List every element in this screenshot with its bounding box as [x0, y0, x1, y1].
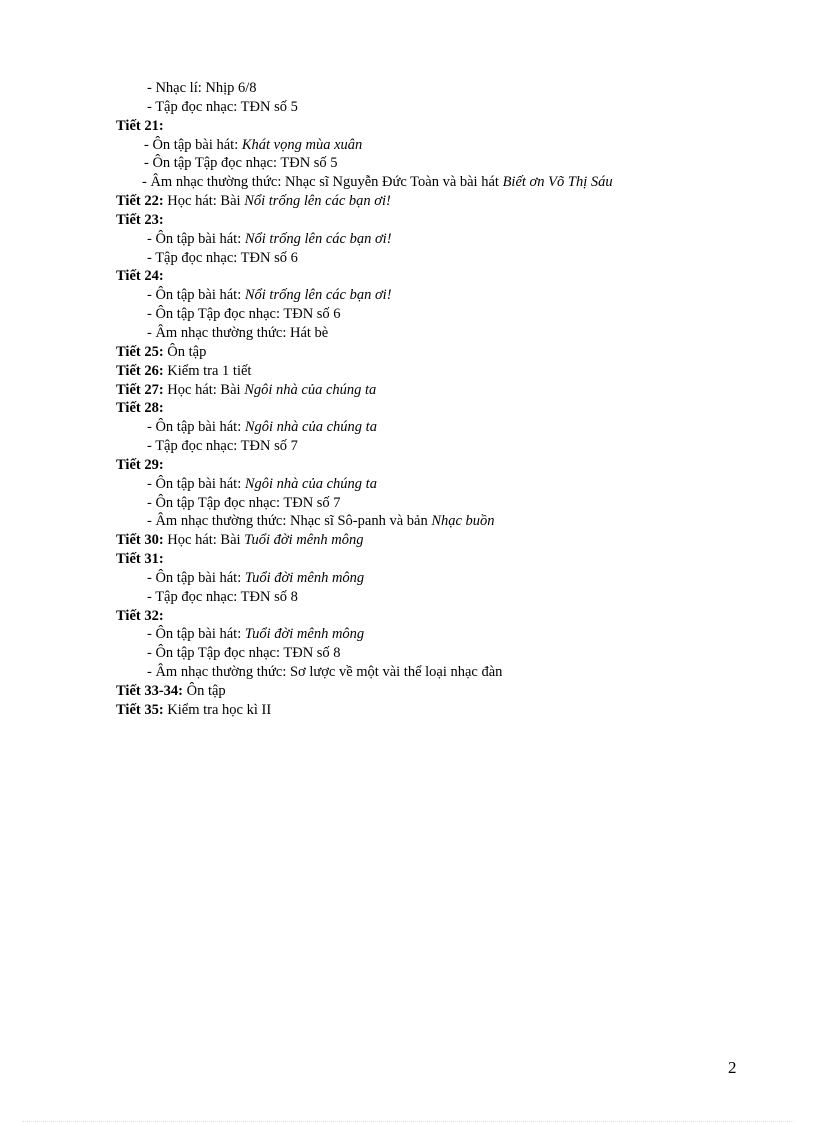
lesson-subitem: [116, 588, 776, 607]
lesson-heading: [116, 211, 776, 230]
lesson-label: Tiết 35:: [116, 701, 164, 718]
lesson-text: Kiểm tra 1 tiết: [163, 362, 252, 379]
subitem-text: - Ôn tập Tập đọc nhạc: TĐN số 6: [147, 306, 341, 323]
lesson-label: Tiết 33-34:: [116, 683, 183, 699]
lesson-subitem: [116, 173, 776, 192]
lesson-heading: [116, 343, 776, 362]
lesson-heading: [116, 607, 776, 626]
lesson-heading: [116, 267, 776, 286]
lesson-label: Tiết 24:: [116, 268, 164, 285]
lesson-subitem: [116, 324, 776, 343]
lesson-subitem: [116, 79, 776, 98]
lesson-label: Tiết 30:: [116, 532, 164, 549]
lesson-heading: [116, 117, 776, 136]
lesson-heading: [116, 362, 776, 381]
subitem-text: - Ôn tập bài hát:: [147, 230, 245, 247]
lesson-heading: [116, 381, 776, 400]
lesson-subitem: [116, 663, 776, 682]
lesson-subitem: [116, 230, 776, 249]
lesson-text: Học hát: Bài: [163, 381, 245, 398]
page-number: 2: [728, 1058, 737, 1077]
lesson-heading: [116, 550, 776, 569]
subitem-text: - Ôn tập bài hát:: [147, 419, 245, 436]
lesson-subitem: [116, 512, 776, 531]
lesson-subitem: [116, 286, 776, 305]
song-title: Nổi trống lên các bạn ơi!: [244, 287, 392, 304]
lesson-label: Tiết 25:: [116, 343, 164, 360]
subitem-text: - Âm nhạc thường thức: Hát bè: [147, 324, 329, 341]
song-title: Nổi trống lên các bạn ơi!: [244, 193, 391, 210]
subitem-text: - Tập đọc nhạc: TĐN số 8: [147, 588, 298, 605]
lesson-subitem: [116, 154, 776, 173]
lesson-subitem: [116, 475, 776, 494]
subitem-text: - Tập đọc nhạc: TĐN số 7: [147, 438, 298, 455]
subitem-text: - Ôn tập Tập đọc nhạc: TĐN số 5: [144, 155, 338, 172]
song-title: Ngôi nhà của chúng ta: [244, 475, 377, 492]
subitem-text: - Ôn tập bài hát:: [147, 287, 245, 304]
subitem-text: - Ôn tập bài hát:: [147, 569, 245, 586]
lesson-label: Tiết 26:: [116, 362, 164, 379]
lesson-label: Tiết 22:: [116, 193, 164, 210]
lesson-subitem: [116, 98, 776, 117]
lesson-subitem: [116, 437, 776, 456]
subitem-text: - Tập đọc nhạc: TĐN số 6: [147, 249, 298, 266]
lesson-heading: [116, 399, 776, 418]
lesson-label: Tiết 31:: [116, 551, 164, 568]
song-title: Tuổi đời mênh mông: [244, 626, 365, 643]
lesson-subitem: [116, 136, 776, 155]
lesson-label: Tiết 23:: [116, 211, 164, 228]
lesson-text: Ôn tập: [183, 683, 226, 699]
subitem-text: - Âm nhạc thường thức: Nhạc sĩ Sô-panh và bản: [147, 513, 432, 530]
song-title: Ngôi nhà của chúng ta: [244, 419, 377, 436]
song-title: Ngôi nhà của chúng ta: [244, 381, 377, 398]
song-title: Khát vọng mùa xuân: [241, 136, 363, 153]
lesson-subitem: [116, 418, 776, 437]
lesson-text: Học hát: Bài: [163, 193, 245, 210]
lesson-heading: [116, 531, 776, 550]
song-title: Nổi trống lên các bạn ơi!: [244, 230, 392, 247]
subitem-text: - Nhạc lí: Nhịp 6/8: [147, 80, 257, 96]
subitem-text: - Tập đọc nhạc: TĐN số 5: [147, 98, 298, 115]
lesson-heading: [116, 192, 776, 211]
lesson-heading: [116, 701, 776, 720]
subitem-text: - Ôn tập Tập đọc nhạc: TĐN số 8: [147, 645, 341, 662]
subitem-text: - Âm nhạc thường thức: Nhạc sĩ Nguyễn Đức Toàn và bài hát: [142, 174, 503, 191]
subitem-text: - Ôn tập bài hát:: [147, 475, 245, 492]
lesson-heading: [116, 682, 776, 701]
lesson-label: Tiết 28:: [116, 400, 164, 417]
lesson-text: Học hát: Bài: [163, 532, 245, 549]
subitem-text: - Ôn tập Tập đọc nhạc: TĐN số 7: [147, 494, 341, 511]
song-title: Tuổi đời mênh mông: [244, 532, 364, 549]
lesson-subitem: [116, 305, 776, 324]
lesson-subitem: [116, 644, 776, 663]
lesson-text: Kiểm tra học kì II: [163, 701, 272, 718]
lesson-plan-list: [116, 79, 776, 720]
lesson-label: Tiết 32:: [116, 607, 164, 624]
lesson-subitem: [116, 625, 776, 644]
lesson-label: Tiết 29:: [116, 456, 164, 473]
lesson-text: Ôn tập: [163, 343, 207, 360]
lesson-heading: [116, 456, 776, 475]
lesson-label: Tiết 27:: [116, 381, 164, 398]
subitem-text: - Ôn tập bài hát:: [144, 136, 242, 153]
page-bottom-divider: [22, 1121, 794, 1122]
song-title: Biết ơn Võ Thị Sáu: [502, 174, 613, 191]
subitem-text: - Ôn tập bài hát:: [147, 626, 245, 643]
song-title: Nhạc buồn: [431, 513, 495, 530]
song-title: Tuổi đời mênh mông: [244, 569, 365, 586]
lesson-subitem: [116, 494, 776, 513]
lesson-subitem: [116, 249, 776, 268]
subitem-text: - Âm nhạc thường thức: Sơ lược về một vài thể loại nhạc đàn: [147, 664, 503, 681]
lesson-label: Tiết 21:: [116, 117, 164, 134]
lesson-subitem: [116, 569, 776, 588]
